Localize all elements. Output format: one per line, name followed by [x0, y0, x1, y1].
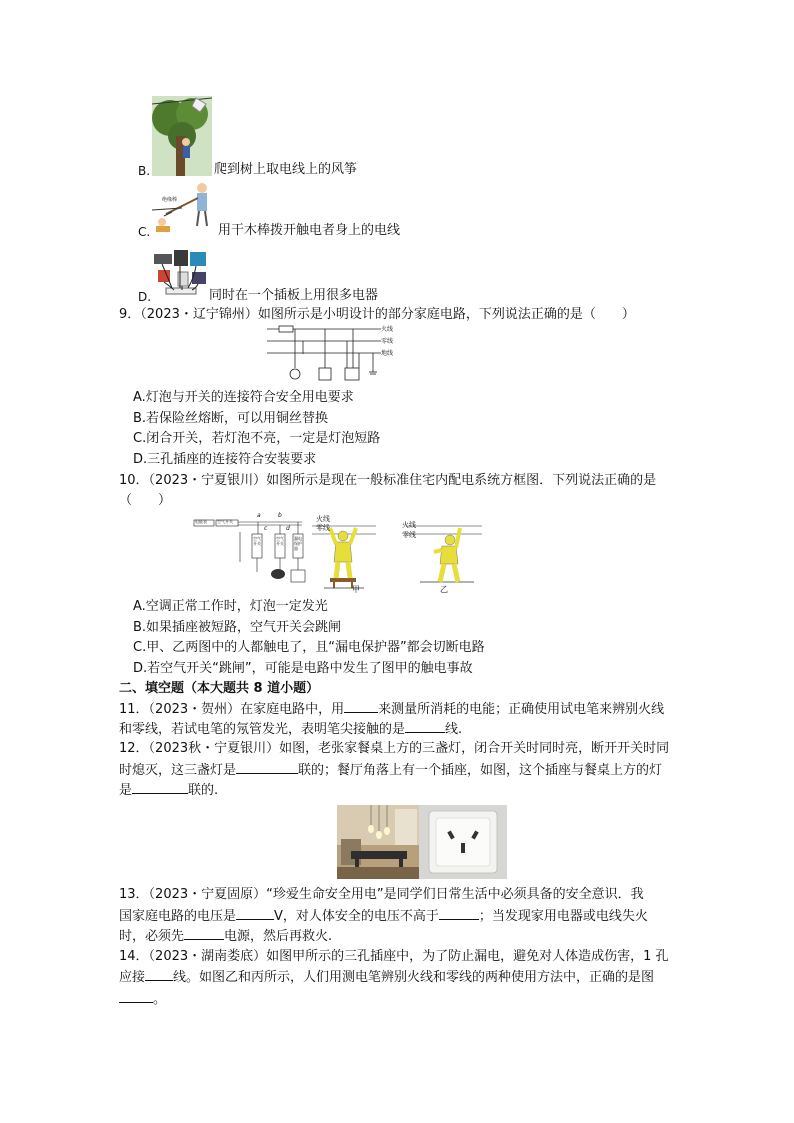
q9-option-b: B.若保险丝熔断，可以用铜丝替换 [133, 411, 329, 426]
q13-line2 [119, 907, 648, 926]
q8-option-b-image [152, 96, 212, 176]
q10-label-neutral-jia: 零线 [316, 524, 330, 532]
q9-circuit-figure [263, 324, 403, 386]
q10-label-meter: 电能表 [195, 519, 207, 524]
q10-label-b: b [278, 512, 282, 519]
q14-line1: 14．（2023・湖南娄底）如图甲所示的三孔插座中，为了防止漏电，避免对人体造成伤害，1 孔 [119, 949, 669, 964]
q9-label-live: 火线 [381, 326, 394, 333]
q10-label-neutral-yi: 零线 [402, 531, 416, 539]
q13-blank-2[interactable] [439, 907, 479, 920]
q14-line3 [119, 990, 166, 1009]
q8-option-c-image [152, 182, 214, 236]
q8-option-d-letter: D. [138, 290, 152, 304]
q10-stem-line1: 10．（2023・宁夏银川）如图所示是现在一般标准住宅内配电系统方框图．下列说法正确的是 [119, 473, 657, 488]
q14-line2-part-b: 线。如图乙和丙所示，人们用测电笔辨别火线和零线的两种使用方法中，正确的是图 [173, 970, 655, 985]
q12-blank-1[interactable] [236, 761, 298, 774]
q9-label-neutral: 零线 [381, 338, 394, 345]
q10-stem-line2: （ ） [119, 493, 172, 508]
q8-option-c-letter: C. [138, 225, 151, 239]
q11-blank-2[interactable] [405, 720, 445, 733]
q8-option-b-text: 爬到树上取电线上的风筝 [214, 162, 358, 177]
q11-line1-part-b: 来测量所消耗的电能；正确使用试电笔来辨别火线 [378, 702, 665, 717]
q10-label-breaker-1: 空气开关 [253, 536, 261, 546]
q11-line1 [119, 700, 664, 719]
q13-blank-3[interactable] [184, 927, 224, 940]
q14-line2-part-a: 应接 [119, 970, 146, 985]
q10-option-a: A.空调正常工作时，灯泡一定发光 [133, 599, 328, 614]
q12-socket-photo [419, 805, 507, 879]
q12-line1: 12．（2023秋・宁夏银川）如图，老张家餐桌上方的三盏灯，闭合开关时同时亮，断开开关时同 [119, 741, 670, 756]
q11-line2-part-a: 和零线，若试电笔的氖管发光，表明笔尖接触的是 [119, 722, 406, 737]
q11-blank-1[interactable] [344, 700, 378, 713]
q12-line3-part-a: 是 [119, 783, 133, 798]
q10-label-air-switch: 空气开关 [217, 519, 233, 524]
q14-line2 [119, 968, 654, 987]
q10-label-live-yi: 火线 [402, 521, 416, 529]
q9-stem: 9．（2023・辽宁锦州）如图所示是小明设计的部分家庭电路，下列说法正确的是（ ） [119, 307, 635, 322]
q8-option-c-image-label: 绝缘棒 [162, 197, 178, 203]
q13-line2-part-b: V，对人体安全的电压不高于 [274, 909, 439, 924]
q13-line1: 13．（2023・宁夏固原）“珍爱生命安全用电”是同学们日常生活中必须具备的安全意识．我 [119, 887, 644, 902]
q12-line2-part-a: 时熄灭，这三盏灯是 [119, 763, 237, 778]
q8-option-d-image [152, 248, 210, 300]
q12-line3-part-b: 联的. [188, 783, 219, 798]
q10-label-leak-protector: 漏电保护器 [294, 536, 302, 551]
q10-label-live-jia: 火线 [316, 515, 330, 523]
q8-option-d-text: 同时在一个插板上用很多电器 [209, 288, 379, 303]
q12-line3 [119, 781, 218, 800]
q10-distribution-figure [192, 512, 492, 596]
q10-option-c: C.甲、乙两图中的人都触电了，且“漏电保护器”都会切断电路 [133, 640, 485, 655]
q13-line3 [119, 927, 332, 946]
q10-label-yi: 乙 [440, 585, 448, 594]
q12-blank-2[interactable] [132, 781, 188, 794]
q9-option-d: D.三孔插座的连接符合安装要求 [133, 452, 317, 467]
q10-label-a: a [257, 512, 261, 519]
q12-line2 [119, 761, 662, 780]
q8-option-c-text: 用干木棒拨开触电者身上的电线 [218, 223, 401, 238]
q13-line3-part-a: 时，必须先 [119, 929, 185, 944]
q11-line2 [119, 720, 462, 739]
q11-line1-part-a: 11．（2023・贺州）在家庭电路中，用 [119, 702, 345, 717]
q10-option-d: D.若空气开关“跳闸”，可能是电路中发生了图甲的触电事故 [133, 661, 473, 676]
q9-option-c: C.闭合开关，若灯泡不亮，一定是灯泡短路 [133, 431, 381, 446]
q10-label-breaker-2: 空气开关 [276, 536, 284, 546]
q8-option-b-letter: B. [138, 164, 151, 178]
section-2-heading: 二、填空题（本大题共 8 道小题） [119, 681, 320, 696]
q10-label-d: d [286, 525, 290, 532]
q13-line2-part-c: ；当发现家用电器或电线失火 [478, 909, 648, 924]
q14-blank-1[interactable] [145, 968, 173, 981]
q14-line3-part-b: 。 [153, 992, 167, 1007]
q9-option-a: A.灯泡与开关的连接符合安全用电要求 [133, 390, 354, 405]
q13-line3-part-b: 电源，然后再救火. [224, 929, 333, 944]
q9-label-ground: 地线 [381, 350, 394, 357]
q11-line2-part-b: 线. [445, 722, 463, 737]
q12-dining-photo [337, 805, 419, 879]
q10-option-b: B.如果插座被短路，空气开关会跳闸 [133, 620, 342, 635]
q14-blank-2[interactable] [119, 990, 153, 1003]
q10-label-jia: 甲 [352, 585, 360, 594]
q12-line2-part-b: 联的；餐厅角落上有一个插座，如图，这个插座与餐桌上方的灯 [298, 763, 663, 778]
q13-blank-1[interactable] [236, 907, 274, 920]
q13-line2-part-a: 国家庭电路的电压是 [119, 909, 237, 924]
q10-label-c: c [264, 525, 268, 532]
